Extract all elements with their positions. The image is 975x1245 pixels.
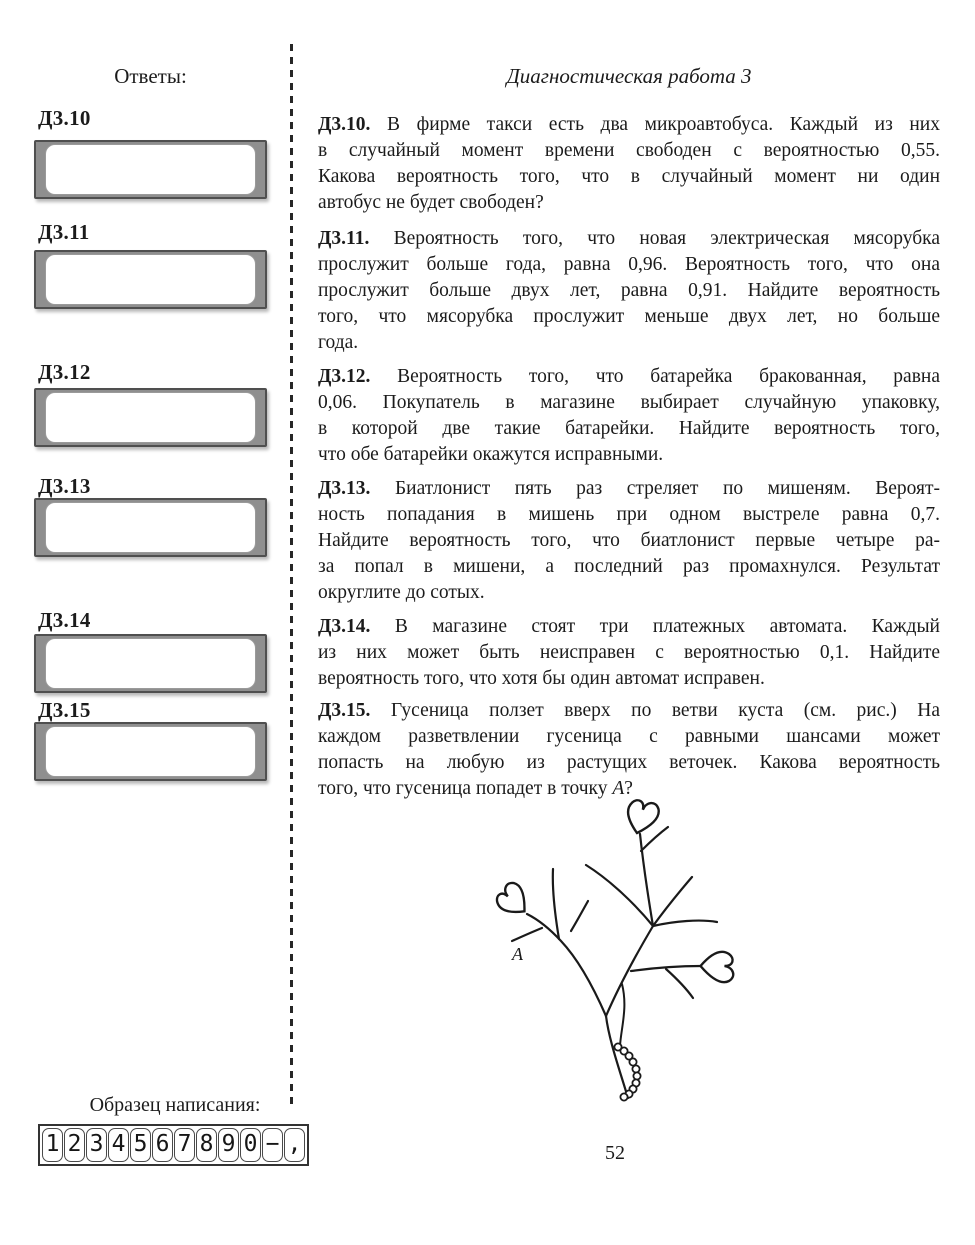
digit-cell: ,	[284, 1128, 305, 1162]
answers-column-title: Ответы:	[114, 64, 187, 88]
left-twig-upright	[571, 901, 588, 931]
twig-to-point-a	[512, 928, 542, 941]
digit-sample-strip	[38, 1124, 309, 1166]
caterpillar	[614, 1043, 640, 1100]
digit-cell: 6	[152, 1128, 173, 1162]
answer-input-area[interactable]	[45, 254, 256, 305]
answer-input-area[interactable]	[45, 144, 256, 195]
problem-number: Д3.12.	[318, 366, 398, 387]
answer-input-area[interactable]	[45, 726, 256, 777]
answer-input-area[interactable]	[45, 392, 256, 443]
digit-cell: −	[262, 1128, 283, 1162]
answer-box-Д3.13[interactable]	[34, 498, 267, 557]
answer-label-Д3.10: Д3.10	[38, 106, 91, 130]
problem-Д3.12: Д3.12. Вероятность того, что батарейка бракованная, равна 0,06. Покупатель в магазине выбирает случайную упаковку, в которой две такие батарейки. Найдите вероятность того, что обе батарейки окажутся исправными.	[318, 366, 940, 465]
answer-input-area[interactable]	[45, 502, 256, 553]
leaf-top	[623, 798, 660, 837]
answer-label-Д3.13: Д3.13	[38, 474, 91, 498]
problem-number: Д3.14.	[318, 616, 395, 637]
digit-cell: 4	[108, 1128, 129, 1162]
problem-Д3.15: Д3.15. Гусеница ползет вверх по ветви куста (см. рис.) На каждом разветвлении гусеница с равными шансами может попасть на любую из растущих веточек. Какова вероятность того, что гусеница попадет в точку А?	[318, 700, 940, 799]
digit-cell: 1	[42, 1128, 63, 1162]
problem-Д3.13: Д3.13. Биатлонист пять раз стреляет по мишеням. Вероят- ность попадания в мишень при одном выстреле равна 0,7. Найдите вероятность того, что биатлонист первые четыре ра- за попал в мишени, а последний раз промахнулся. Результат округлите до сотых.	[318, 478, 941, 603]
digit-cell: 7	[174, 1128, 195, 1162]
answer-box-Д3.12[interactable]	[34, 388, 267, 447]
answer-box-Д3.11[interactable]	[34, 250, 267, 309]
digit-sample-label: Образец написания:	[89, 1094, 261, 1116]
page-header: Диагностическая работа 3	[506, 64, 752, 88]
answer-box-Д3.15[interactable]	[34, 722, 267, 781]
upper-left-twig	[586, 865, 653, 926]
answer-label-Д3.12: Д3.12	[38, 360, 91, 384]
digit-cell: 5	[130, 1128, 151, 1162]
problem-Д3.11: Д3.11. Вероятность того, что новая электрическая мясорубка прослужит больше года, равна 0,96. Вероятность того, что она прослужит больше двух лет, равна 0,91. Найдите вероятность того, что мясорубка прослужит меньше двух лет, но больше года.	[318, 228, 940, 353]
answer-label-Д3.14: Д3.14	[38, 608, 91, 632]
problem-Д3.10: Д3.10. В фирме такси есть два микроавтобуса. Каждый из них в случайный момент времени свободен с вероятностью 0,55. Какова вероятность того, что в случайный момент ни один автобус не будет свободен?	[318, 114, 940, 213]
problem-number: Д3.10.	[318, 114, 387, 135]
point-a-label: А	[512, 944, 523, 964]
right-bough	[606, 926, 653, 1016]
answer-input-area[interactable]	[45, 638, 256, 689]
branch-figure	[430, 790, 790, 1105]
leaf-right	[701, 952, 734, 982]
answer-box-Д3.14[interactable]	[34, 634, 267, 693]
digit-cell: 2	[64, 1128, 85, 1162]
digit-cell: 0	[240, 1128, 261, 1162]
problem-number: Д3.15.	[318, 700, 391, 721]
answer-label-Д3.11: Д3.11	[38, 220, 90, 244]
column-divider-dashed-line	[290, 44, 293, 1108]
problem-Д3.14: Д3.14. В магазине стоят три платежных автомата. Каждый из них может быть неисправен с вероятностью 0,1. Найдите вероятность того, что хотя бы один автомат исправен.	[318, 616, 940, 689]
upper-right-twig	[653, 877, 692, 926]
digit-cell: 3	[86, 1128, 107, 1162]
answer-label-Д3.15: Д3.15	[38, 698, 91, 722]
left-twig-up	[553, 869, 559, 939]
problem-number: Д3.13.	[318, 478, 395, 499]
digit-cell: 9	[218, 1128, 239, 1162]
answer-box-Д3.10[interactable]	[34, 140, 267, 199]
horizontal-twig	[653, 921, 717, 926]
page-number: 52	[605, 1142, 625, 1164]
caterpillar-path	[620, 984, 624, 1046]
digit-cell: 8	[196, 1128, 217, 1162]
top-small-twig	[641, 827, 668, 851]
problem-number: Д3.11.	[318, 228, 394, 249]
right-lower-twig	[666, 969, 693, 998]
